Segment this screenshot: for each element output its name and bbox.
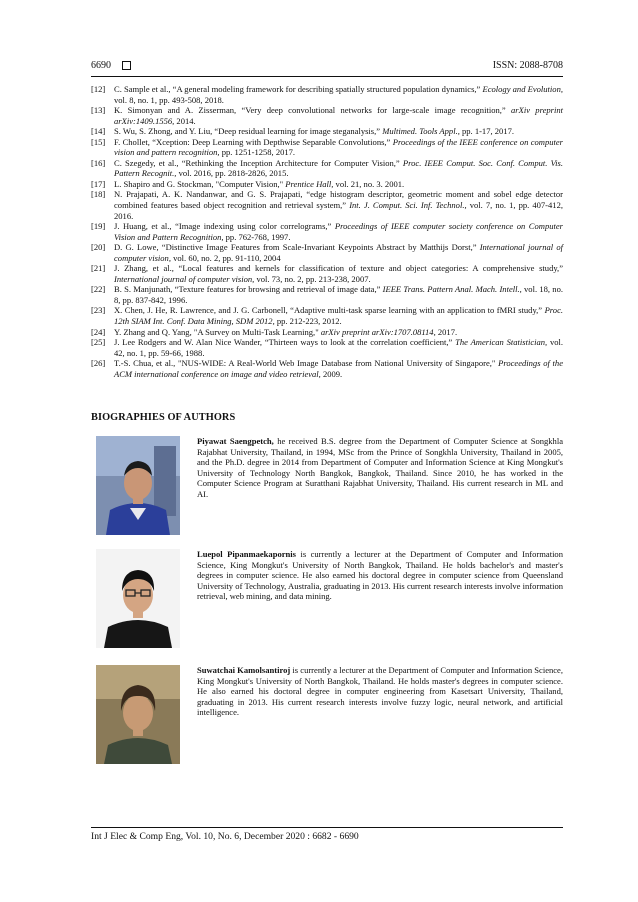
header-rule — [91, 76, 563, 77]
author-name: Luepol Pipanmaekapornis — [197, 549, 296, 559]
author-description: is currently a lecturer at the Department of Computer and Information Science, King Mongkut's University of North Bangkok, Thailand. He holds master's degrees in computer science. He also earned his doctoral degree in computer engineering from Kasetsart University, Thailand, graduating in 2013. His current research interests involve fuzzy logic, neural network, and artificial intelligence. — [197, 665, 563, 718]
square-icon — [122, 61, 131, 70]
reference-text: L. Shapiro and G. Stockman, "Computer Vision," Prentice Hall, vol. 21, no. 3. 2001. — [114, 178, 405, 189]
page-header — [91, 60, 563, 74]
author-bio-text — [197, 436, 563, 500]
reference-text: J. Huang, et al., “Image indexing using color correlograms,” Proceedings of IEEE computer society conference on Computer Vision and Pattern Recognition, pp. 762-768, 1997. — [114, 221, 563, 242]
reference-item — [91, 327, 563, 338]
reference-text: N. Prajapati, A. K. Nandanwar, and G. S. Prajapati, “edge histogram descriptor, geometric moment and sobel edge detector combined features based object recognition and retrieval system,” Int. J. Comput. Sci. Inf. Technol., vol. 7, no. 1, pp. 407-412, 2016. — [114, 189, 563, 221]
reference-text: C. Sample et al., “A general modeling framework for describing spatially structured population dynamics,” Ecology and Evolution, vol. 8, no. 1, pp. 493-508, 2018. — [114, 84, 563, 105]
author-description: is currently a lecturer at the Department of Computer and Information Science, King Mongkut's University of North Bangkok, Thailand. He holds bachelor's and master's degrees in computer science. He also earned his doctoral degree in computer science from Queensland University of Technology, Australia, graduating in 2013. His current research interests involve information retrieval, web mining, and data mining. — [197, 549, 563, 602]
reference-text: B. S. Manjunath, “Texture features for browsing and retrieval of image data,” IEEE Trans. Pattern Anal. Mach. Intell., vol. 18, no. 8, pp. 837-842, 1996. — [114, 284, 563, 305]
reference-number: [23] — [91, 305, 106, 316]
reference-number: [25] — [91, 337, 106, 348]
author-photo — [96, 436, 180, 535]
reference-text: J. Zhang, et al., “Local features and kernels for classification of texture and object categories: A comprehensive study,” International journal of computer vision, vol. 73, no. 2, pp. 213-238, 2007. — [114, 263, 563, 284]
reference-number: [19] — [91, 221, 106, 232]
author-name: Piyawat Saengpetch, — [197, 436, 274, 446]
reference-item — [91, 337, 563, 358]
reference-item — [91, 105, 563, 126]
reference-number: [16] — [91, 157, 106, 168]
page-footer: Int J Elec & Comp Eng, Vol. 10, No. 6, December 2020 : 6682 - 6690 — [91, 831, 359, 842]
reference-number: [15] — [91, 136, 106, 147]
reference-number: [22] — [91, 284, 106, 295]
reference-text: C. Szegedy, et al., “Rethinking the Inception Architecture for Computer Vision,” Proc. IEEE Comput. Soc. Conf. Comput. Vis. Pattern Recognit., vol. 2016, pp. 2818-2826, 2015. — [114, 157, 563, 179]
reference-item — [91, 189, 563, 221]
biographies-heading: BIOGRAPHIES OF AUTHORS — [91, 412, 236, 423]
author-photo — [96, 549, 180, 648]
reference-text: Y. Zhang and Q. Yang, "A Survey on Multi-Task Learning," arXiv preprint arXiv:1707.08114, 2017. — [114, 326, 458, 337]
author-name: Suwatchai Kamolsantiroj — [197, 665, 291, 675]
reference-number: [14] — [91, 126, 106, 137]
author-photo — [96, 665, 180, 764]
reference-item — [91, 126, 563, 137]
reference-text: D. G. Lowe, “Distinctive Image Features from Scale-Invariant Keypoints Abstract by Matthijs Dorst,” International journal of computer vision, vol. 60, no. 2, pp. 91-110, 2004 — [114, 242, 563, 263]
reference-item — [91, 179, 563, 190]
references-list — [91, 84, 563, 379]
reference-item — [91, 158, 563, 179]
page-number: 6690 — [91, 60, 111, 71]
reference-text: T.-S. Chua, et al., "NUS-WIDE: A Real-World Web Image Database from National University of Singapore," Proceedings of the ACM international conference on image and video retrieval, 2009. — [114, 358, 563, 379]
reference-number: [13] — [91, 105, 106, 116]
reference-item — [91, 263, 563, 284]
reference-number: [26] — [91, 358, 106, 369]
reference-text: K. Simonyan and A. Zisserman, “Very deep convolutional networks for large-scale image recognition,” arXiv preprint arXiv:1409.1556, 2014. — [114, 105, 564, 126]
author-description: he received B.S. degree from the Department of Computer Science at Songkhla Rajabhat University, Thailand, in 1994, MSc from the Prince of Songkhla University, Thailand in 2005, and the Ph.D. degree in 2014 from Department of Computer and Information Science at King Mongkut's University of Technology North Bangkok, Bangkok, Thailand. Since 2010, he has worked in the Computer Science Program at Suratthani Rajabhat University, Thailand. His current research in ML and AI. — [197, 436, 563, 499]
author-bio-text — [197, 665, 563, 718]
reference-number: [20] — [91, 242, 106, 253]
reference-item — [91, 305, 563, 326]
reference-text: J. Lee Rodgers and W. Alan Nice Wander, “Thirteen ways to look at the correlation coefficient,” The American Statistician, vol. 42, no. 1, pp. 59-66, 1988. — [114, 337, 564, 358]
reference-item — [91, 242, 563, 263]
reference-number: [18] — [91, 189, 106, 200]
reference-text: X. Chen, J. He, R. Lawrence, and J. G. Carbonell, “Adaptive multi-task sparse learning with an application to fMRI study,” Proc. 12th SIAM Int. Conf. Data Mining, SDM 2012, pp. 212-223, 2012. — [114, 305, 563, 327]
author-bio-text — [197, 549, 563, 602]
issn-label: ISSN: 2088-8708 — [492, 60, 563, 71]
reference-text: S. Wu, S. Zhong, and Y. Liu, “Deep residual learning for image steganalysis,” Multimed. Tools Appl., pp. 1-17, 2017. — [114, 126, 514, 137]
reference-item — [91, 84, 563, 105]
reference-number: [21] — [91, 263, 106, 274]
reference-item — [91, 284, 563, 305]
reference-number: [12] — [91, 84, 106, 94]
footer-rule — [91, 827, 563, 828]
reference-item — [91, 137, 563, 158]
reference-text: F. Chollet, “Xception: Deep Learning with Depthwise Separable Convolutions,” Proceedings of the IEEE conference on computer vision and pattern recognition, pp. 1251-1258, 2017. — [114, 136, 563, 158]
reference-number: [24] — [91, 326, 106, 337]
reference-number: [17] — [91, 178, 106, 189]
reference-item — [91, 221, 563, 242]
reference-item — [91, 358, 563, 379]
